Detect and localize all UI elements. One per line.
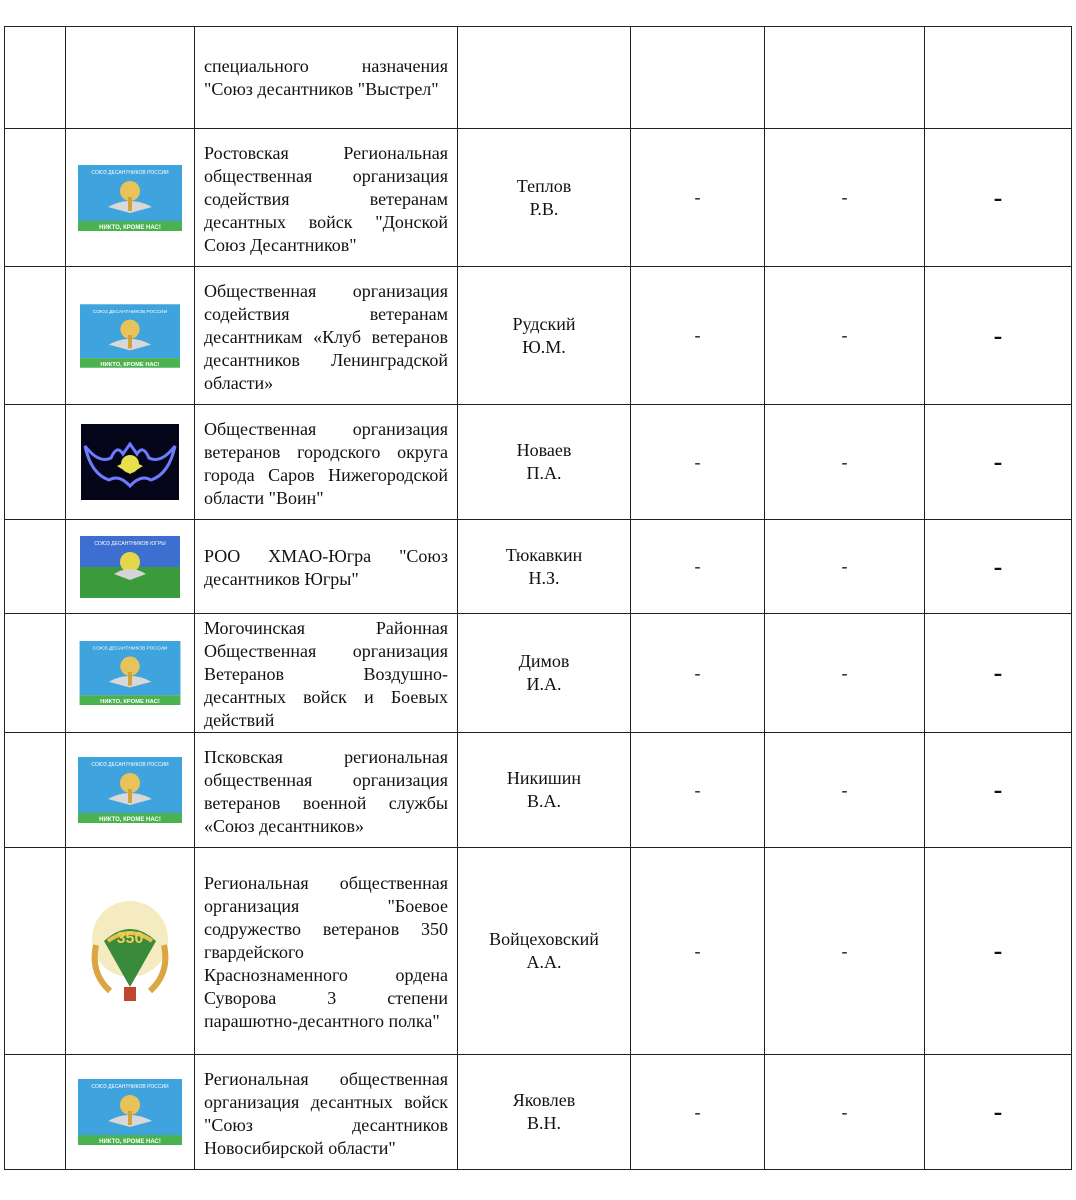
- column-c-cell: [925, 1055, 1072, 1170]
- dash: -: [841, 662, 848, 683]
- svg-text:СОЮЗ ДЕСАНТНИКОВ ЮГРЫ: СОЮЗ ДЕСАНТНИКОВ ЮГРЫ: [94, 540, 166, 547]
- column-c-cell: [925, 27, 1072, 129]
- emblem-cell: [66, 520, 195, 614]
- table-row: [5, 129, 1072, 267]
- head-cell: [458, 848, 631, 1055]
- dash: -: [841, 779, 848, 800]
- column-c-cell: [925, 848, 1072, 1055]
- column-b-cell: [765, 1055, 925, 1170]
- head-cell: [458, 1055, 631, 1170]
- dash: -: [694, 451, 701, 472]
- column-b-cell: [765, 520, 925, 614]
- table-row: [5, 614, 1072, 733]
- number-cell: [5, 848, 66, 1055]
- table-row: [5, 405, 1072, 520]
- column-c-cell: [925, 614, 1072, 733]
- vdv-flag-emblem: [79, 641, 181, 705]
- dash: -: [993, 658, 1003, 687]
- dash: -: [993, 936, 1003, 965]
- organization-name-cell: [195, 267, 458, 405]
- column-a-cell: [631, 614, 765, 733]
- dash: -: [694, 556, 701, 576]
- dash: -: [841, 940, 848, 961]
- emblem-cell: [66, 848, 195, 1055]
- column-c-cell: [925, 405, 1072, 520]
- column-b-cell: [765, 614, 925, 733]
- svg-text:НИКТО, КРОМЕ НАС!: НИКТО, КРОМЕ НАС!: [99, 817, 161, 823]
- table-row: [5, 1055, 1072, 1170]
- organization-name: Общественная организация ветеранов городского округа города Саров Нижегородской области "Воин": [204, 418, 448, 508]
- dash: -: [841, 556, 848, 576]
- table-row: [5, 267, 1072, 405]
- column-a-cell: [631, 733, 765, 848]
- svg-text:СОЮЗ ДЕСАНТНИКОВ РОССИИ: СОЮЗ ДЕСАНТНИКОВ РОССИИ: [91, 762, 169, 768]
- table-row: [5, 848, 1072, 1055]
- svg-text:350: 350: [116, 930, 144, 947]
- dash: -: [694, 187, 701, 207]
- svg-text:НИКТО, КРОМЕ НАС!: НИКТО, КРОМЕ НАС!: [99, 224, 161, 231]
- column-a-cell: [631, 520, 765, 614]
- svg-text:СОЮЗ ДЕСАНТНИКОВ РОССИИ: СОЮЗ ДЕСАНТНИКОВ РОССИИ: [91, 169, 169, 176]
- emblem-cell: [66, 733, 195, 848]
- head-name: Тюкавкин Н.З.: [505, 544, 583, 588]
- dash: -: [694, 325, 701, 345]
- number-cell: [5, 405, 66, 520]
- badge-350-emblem: [82, 895, 178, 1007]
- organization-name: Могочинская Районная Общественная организация Ветеранов Воздушно-десантных войск и Боевых действий: [204, 618, 448, 730]
- column-a-cell: [631, 27, 765, 129]
- number-cell: [5, 267, 66, 405]
- head-name: Войцеховский А.А.: [489, 929, 599, 972]
- column-b-cell: [765, 733, 925, 848]
- organization-name-cell: [195, 1055, 458, 1170]
- vdv-flag-emblem: [78, 757, 182, 823]
- organizations-table: [4, 26, 1072, 1170]
- dash: -: [993, 775, 1003, 804]
- dash: -: [993, 447, 1003, 476]
- head-cell: [458, 129, 631, 267]
- organization-name-cell: [195, 27, 458, 129]
- column-b-cell: [765, 267, 925, 405]
- emblem-cell: [66, 614, 195, 733]
- column-c-cell: [925, 520, 1072, 614]
- table-row: [5, 27, 1072, 129]
- column-b-cell: [765, 129, 925, 267]
- number-cell: [5, 129, 66, 267]
- column-a-cell: [631, 848, 765, 1055]
- table-row: [5, 733, 1072, 848]
- head-cell: [458, 520, 631, 614]
- organization-name: РОО ХМАО-Югра "Союз десантников Югры": [204, 546, 448, 589]
- head-cell: [458, 267, 631, 405]
- dash: -: [993, 320, 1003, 350]
- vdv-flag-emblem: [80, 304, 180, 368]
- vdv-flag-emblem: [78, 1079, 182, 1145]
- yugra-flag-emblem: [80, 536, 180, 598]
- dash: -: [694, 1101, 701, 1122]
- head-name: Димов И.А.: [518, 651, 570, 694]
- emblem-cell: [66, 27, 195, 129]
- organization-name: Региональная общественная организация "Боевое содружество ветеранов 350 гвардейского Краснознаменного ордена Суворова 3 степени парашютно-десантного полка": [204, 873, 448, 1031]
- head-cell: [458, 27, 631, 129]
- svg-text:СОЮЗ ДЕСАНТНИКОВ РОССИИ: СОЮЗ ДЕСАНТНИКОВ РОССИИ: [92, 646, 168, 652]
- organization-name-cell: [195, 405, 458, 520]
- vdv-flag-emblem: [78, 165, 182, 231]
- organization-name: Региональная общественная организация десантных войск "Союз десантников Новосибирской области": [204, 1068, 448, 1158]
- column-b-cell: [765, 27, 925, 129]
- dash: -: [841, 187, 848, 207]
- dash: -: [841, 451, 848, 472]
- column-a-cell: [631, 405, 765, 520]
- dash: -: [993, 551, 1003, 581]
- head-name: Рудский Ю.М.: [512, 313, 576, 357]
- column-c-cell: [925, 733, 1072, 848]
- organization-name: Ростовская Региональная общественная организация содействия ветеранам десантных войск "Донской Союз Десантников": [204, 142, 448, 255]
- svg-text:СОЮЗ ДЕСАНТНИКОВ РОССИИ: СОЮЗ ДЕСАНТНИКОВ РОССИИ: [92, 309, 168, 315]
- dash: -: [841, 1101, 848, 1122]
- number-cell: [5, 733, 66, 848]
- organization-name-cell: [195, 520, 458, 614]
- svg-text:СОЮЗ ДЕСАНТНИКОВ РОССИИ: СОЮЗ ДЕСАНТНИКОВ РОССИИ: [91, 1084, 169, 1090]
- dash: -: [993, 182, 1003, 212]
- column-b-cell: [765, 848, 925, 1055]
- bat-emblem: [81, 424, 179, 500]
- number-cell: [5, 27, 66, 129]
- emblem-cell: [66, 129, 195, 267]
- column-c-cell: [925, 267, 1072, 405]
- head-cell: [458, 614, 631, 733]
- dash: -: [841, 325, 848, 345]
- svg-text:НИКТО, КРОМЕ НАС!: НИКТО, КРОМЕ НАС!: [100, 361, 160, 368]
- emblem-cell: [66, 1055, 195, 1170]
- column-a-cell: [631, 267, 765, 405]
- dash: -: [694, 940, 701, 961]
- number-cell: [5, 614, 66, 733]
- head-cell: [458, 733, 631, 848]
- organization-name-cell: [195, 733, 458, 848]
- organization-name: Общественная организация содействия ветеранам десантникам «Клуб ветеранов десантников Ленинградской области»: [204, 280, 448, 393]
- number-cell: [5, 520, 66, 614]
- emblem-cell: [66, 267, 195, 405]
- dash: -: [694, 779, 701, 800]
- number-cell: [5, 1055, 66, 1170]
- column-a-cell: [631, 129, 765, 267]
- dash: -: [993, 1097, 1003, 1126]
- head-cell: [458, 405, 631, 520]
- head-name: Новаев П.А.: [516, 440, 572, 483]
- head-name: Яковлев В.Н.: [512, 1090, 576, 1133]
- dash: -: [694, 662, 701, 683]
- organization-name-cell: [195, 848, 458, 1055]
- table-row: [5, 520, 1072, 614]
- head-name: Никишин В.А.: [506, 768, 582, 811]
- column-a-cell: [631, 1055, 765, 1170]
- organization-name: специального назначения "Союз десантников "Выстрел": [204, 56, 448, 99]
- column-c-cell: [925, 129, 1072, 267]
- head-name: Теплов Р.В.: [516, 175, 572, 219]
- svg-text:НИКТО, КРОМЕ НАС!: НИКТО, КРОМЕ НАС!: [100, 699, 160, 705]
- organization-name: Псковская региональная общественная организация ветеранов военной службы «Союз десантников»: [204, 746, 448, 836]
- organization-name-cell: [195, 129, 458, 267]
- organization-name-cell: [195, 614, 458, 733]
- emblem-cell: [66, 405, 195, 520]
- column-b-cell: [765, 405, 925, 520]
- svg-text:НИКТО, КРОМЕ НАС!: НИКТО, КРОМЕ НАС!: [99, 1139, 161, 1145]
